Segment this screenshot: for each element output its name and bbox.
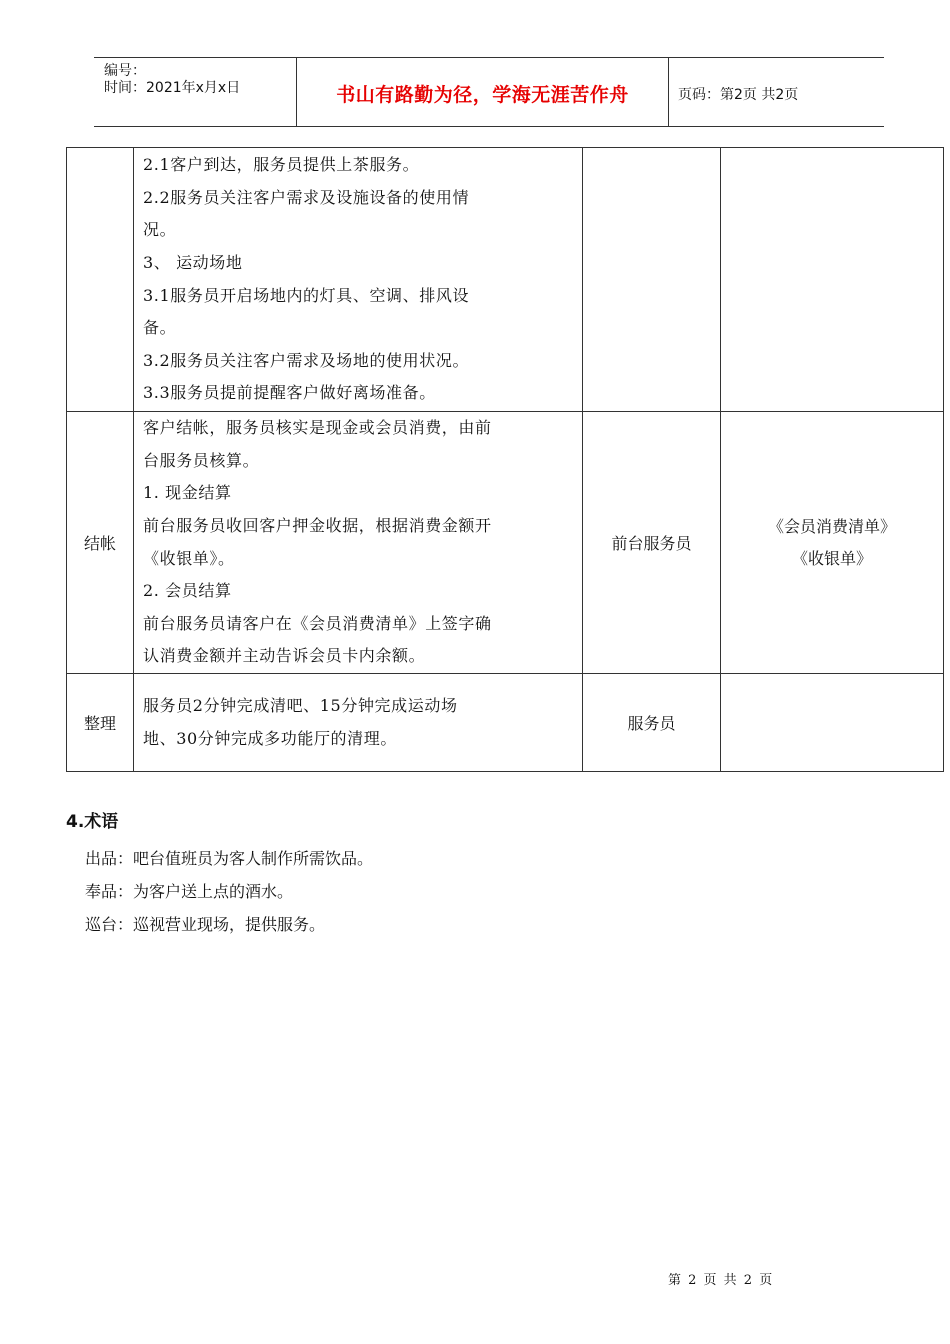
role-cell: 服务员	[583, 674, 721, 772]
document-time-label: 时间：2021年x月x日	[104, 80, 241, 96]
role-cell: 前台服务员	[583, 412, 721, 674]
description-line: 2. 会员结算	[143, 581, 232, 601]
description-line: 地、30分钟完成多功能厅的清理。	[143, 728, 397, 748]
step-cell: 结帐	[67, 412, 134, 674]
description-line: 3.3服务员提前提醒客户做好离场准备。	[143, 383, 436, 403]
document-cell	[721, 412, 944, 674]
description-line: 服务员2分钟完成清吧、15分钟完成运动场	[143, 695, 458, 715]
terms-list	[85, 842, 373, 941]
document-header	[94, 57, 884, 127]
description-line: 前台服务员请客户在《会员消费清单》上签字确	[143, 613, 492, 633]
procedure-table	[66, 147, 944, 772]
description-line: 3.2服务员关注客户需求及场地的使用状况。	[143, 350, 470, 370]
description-line: 认消费金额并主动告诉会员卡内余额。	[143, 646, 426, 666]
description-line: 客户结帐，服务员核实是现金或会员消费，由前	[143, 418, 492, 438]
term-item: 出品：吧台值班员为客人制作所需饮品。	[85, 849, 374, 868]
description-line: 《收银单》。	[143, 548, 235, 568]
document-name: 《会员消费清单》	[767, 516, 896, 536]
header-divider	[668, 58, 669, 126]
document-name: 《收银单》	[791, 548, 872, 568]
document-cell	[721, 674, 944, 772]
table-row	[67, 148, 944, 412]
step-cell: 整理	[67, 674, 134, 772]
description-line: 1. 现金结算	[143, 483, 232, 503]
description-cell	[134, 148, 583, 412]
description-cell	[134, 412, 583, 674]
role-cell	[583, 148, 721, 412]
description-line: 况。	[143, 220, 177, 240]
table-row	[67, 674, 944, 772]
description-line: 备。	[143, 318, 177, 338]
table-row	[67, 412, 944, 674]
description-line: 3.1服务员开启场地内的灯具、空调、排风设	[143, 285, 470, 305]
term-item: 奉品：为客户送上点的酒水。	[85, 882, 294, 901]
description-line: 2.2服务员关注客户需求及设施设备的使用情	[143, 187, 470, 207]
header-meta	[104, 63, 240, 97]
description-cell	[134, 674, 583, 772]
description-line: 2.1客户到达，服务员提供上茶服务。	[143, 155, 420, 175]
document-number-label: 编号：	[104, 63, 146, 79]
document-cell	[721, 148, 944, 412]
header-page-label: 页码：第2页 共2页	[678, 87, 799, 103]
description-line: 台服务员核算。	[143, 450, 260, 470]
page-footer: 第 2 页 共 2 页	[668, 1273, 773, 1288]
description-line: 前台服务员收回客户押金收据，根据消费金额开	[143, 515, 492, 535]
section-title: 4.术语	[66, 812, 119, 832]
description-line: 3、 运动场地	[143, 252, 243, 272]
step-cell	[67, 148, 134, 412]
header-motto: 书山有路勤为径，学海无涯苦作舟	[336, 84, 629, 106]
term-item: 巡台：巡视营业现场，提供服务。	[85, 915, 326, 934]
